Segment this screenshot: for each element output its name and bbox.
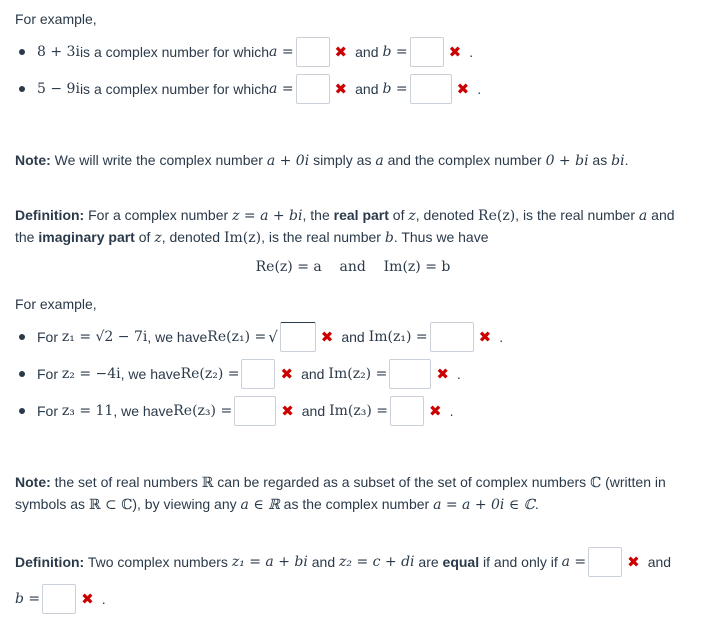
math: z = a + bi: [232, 208, 303, 224]
incorrect-mark-icon: ✖: [436, 365, 449, 383]
definition-text: of: [388, 207, 409, 223]
expression: 8 + 3i: [37, 44, 80, 60]
incorrect-mark-icon: ✖: [281, 402, 294, 420]
answer-im-input[interactable]: [430, 322, 474, 352]
display-equation: Re(z) = a and Im(z) = b: [255, 259, 451, 275]
math: a: [375, 153, 384, 169]
period: .: [456, 366, 461, 382]
example1-item: [15, 36, 473, 68]
note-label: Note:: [15, 474, 51, 490]
b-label: b =: [15, 591, 41, 607]
definition-text: of: [134, 229, 155, 245]
incorrect-mark-icon: ✖: [334, 43, 348, 61]
text: , we have: [120, 366, 181, 382]
incorrect-mark-icon: ✖: [456, 80, 470, 98]
example2-item: [15, 321, 503, 353]
im-label: Im(z₃) =: [329, 403, 389, 419]
math: a: [638, 208, 648, 224]
sqrt-icon: √: [268, 328, 278, 346]
expression: z₂ = −4i: [61, 366, 121, 382]
definition-text: if and only if: [479, 554, 562, 570]
math: 0 + bi: [545, 153, 589, 169]
note-text: We will write the complex number: [50, 152, 267, 168]
definition-text: For a complex number: [84, 207, 233, 223]
term-equal: equal: [442, 554, 480, 570]
definition-text: , denoted: [415, 207, 479, 223]
text: For: [37, 329, 58, 345]
answer-re-input[interactable]: [280, 322, 316, 352]
definition-2-line-1: [15, 546, 671, 578]
math: z: [154, 230, 162, 246]
math: Re(z): [478, 208, 516, 224]
expression: 5 − 9i: [37, 81, 80, 97]
definition-text: and: [307, 554, 339, 570]
incorrect-mark-icon: ✖: [429, 402, 442, 420]
period: .: [449, 403, 454, 419]
re-label: Re(z₂) =: [180, 366, 240, 382]
bullet: [19, 334, 25, 340]
note-text: .: [624, 152, 629, 168]
period: .: [101, 591, 106, 607]
definition-text: . Thus we have: [393, 229, 489, 245]
im-label: Im(z₂) =: [328, 366, 388, 382]
bullet: [19, 408, 25, 414]
math: ℂ: [590, 475, 602, 491]
text: is a complex number for which: [79, 81, 270, 97]
incorrect-mark-icon: ✖: [320, 328, 334, 346]
bullet: [19, 49, 25, 55]
and-text: and: [355, 44, 379, 60]
period: .: [469, 44, 474, 60]
example-heading-1: For example,: [15, 11, 97, 27]
math: ℝ: [201, 475, 214, 491]
definition-label: Definition:: [15, 554, 85, 570]
definition-1: [15, 205, 682, 249]
answer-im-input[interactable]: [389, 359, 431, 389]
note-text: ), by viewing any: [132, 496, 241, 512]
example-heading-2: For example,: [15, 296, 97, 312]
definition-text: , is the real number: [261, 229, 385, 245]
period: .: [499, 329, 504, 345]
note-text: as: [588, 152, 612, 168]
math: ℝ ⊂ ℂ: [88, 497, 133, 513]
im-label: Im(z₁) =: [368, 329, 428, 345]
incorrect-mark-icon: ✖: [334, 80, 348, 98]
answer-a-input[interactable]: [296, 37, 330, 67]
and-text: and: [341, 329, 365, 345]
example2-item: [15, 358, 461, 390]
and-text: and: [355, 81, 379, 97]
term-imaginary-part: imaginary part: [38, 229, 135, 245]
math: Im(z): [223, 230, 262, 246]
term-real-part: real part: [333, 207, 389, 223]
definition-text: , is the real number: [515, 207, 639, 223]
definition-text: , denoted: [161, 229, 224, 245]
answer-im-input[interactable]: [390, 396, 424, 426]
a-label: a =: [561, 554, 587, 570]
text: For: [37, 366, 58, 382]
incorrect-mark-icon: ✖: [280, 365, 294, 383]
math: a = a + 0i ∈ ℂ: [433, 497, 535, 513]
text: , we have: [147, 329, 208, 345]
math: a ∈ ℝ: [240, 497, 280, 513]
answer-a-input[interactable]: [588, 547, 622, 577]
definition-text: are: [414, 554, 443, 570]
note-2: [15, 472, 682, 516]
text: For: [37, 403, 58, 419]
and-text: and: [647, 554, 672, 570]
definition-2-line-2: [15, 583, 106, 615]
a-label: a =: [269, 44, 294, 60]
math: a + 0i: [266, 153, 310, 169]
math: bi: [611, 153, 625, 169]
math: z₂ = c + di: [339, 554, 415, 570]
a-label: a =: [269, 81, 294, 97]
note-1: [15, 150, 682, 172]
note-text: can be regarded as a subset of the set of complex numbers: [213, 474, 591, 490]
note-text: .: [534, 496, 539, 512]
text: , we have: [113, 403, 174, 419]
expression: z₁ = √2 − 7i: [61, 329, 148, 345]
answer-a-input[interactable]: [296, 74, 330, 104]
and-text: and: [301, 366, 325, 382]
note-text: as the complex number: [279, 496, 434, 512]
note-text: the set of real numbers: [50, 474, 202, 490]
math: z: [408, 208, 416, 224]
definition-text: , the: [302, 207, 334, 223]
note-text: (written in symbols as: [15, 474, 666, 512]
incorrect-mark-icon: ✖: [81, 590, 94, 608]
incorrect-mark-icon: ✖: [627, 553, 640, 571]
incorrect-mark-icon: ✖: [448, 43, 462, 61]
b-label: b =: [382, 81, 408, 97]
and-text: and: [301, 403, 326, 419]
math: z₁ = a + bi: [231, 554, 308, 570]
definition-text: Two complex numbers: [84, 554, 232, 570]
answer-re-input[interactable]: [234, 396, 276, 426]
period: .: [477, 81, 482, 97]
incorrect-mark-icon: ✖: [478, 328, 492, 346]
bullet: [19, 371, 25, 377]
definition-label: Definition:: [15, 207, 85, 223]
expression: z₃ = 11: [61, 403, 114, 419]
note-text: simply as: [309, 152, 376, 168]
example2-item: [15, 395, 454, 427]
note-label: Note:: [15, 152, 51, 168]
answer-re-input[interactable]: [241, 359, 275, 389]
bullet: [19, 86, 25, 92]
example1-item: [15, 73, 481, 105]
re-label: Re(z₃) =: [173, 403, 233, 419]
answer-b-input[interactable]: [410, 37, 444, 67]
note-text: and the complex number: [383, 152, 546, 168]
answer-b-input[interactable]: [410, 74, 452, 104]
math: b: [384, 230, 394, 246]
b-label: b =: [382, 44, 408, 60]
definition-text: and the: [15, 207, 675, 245]
text: is a complex number for which: [79, 44, 270, 60]
answer-b-input[interactable]: [42, 584, 76, 614]
re-label: Re(z₁) =: [207, 329, 267, 345]
